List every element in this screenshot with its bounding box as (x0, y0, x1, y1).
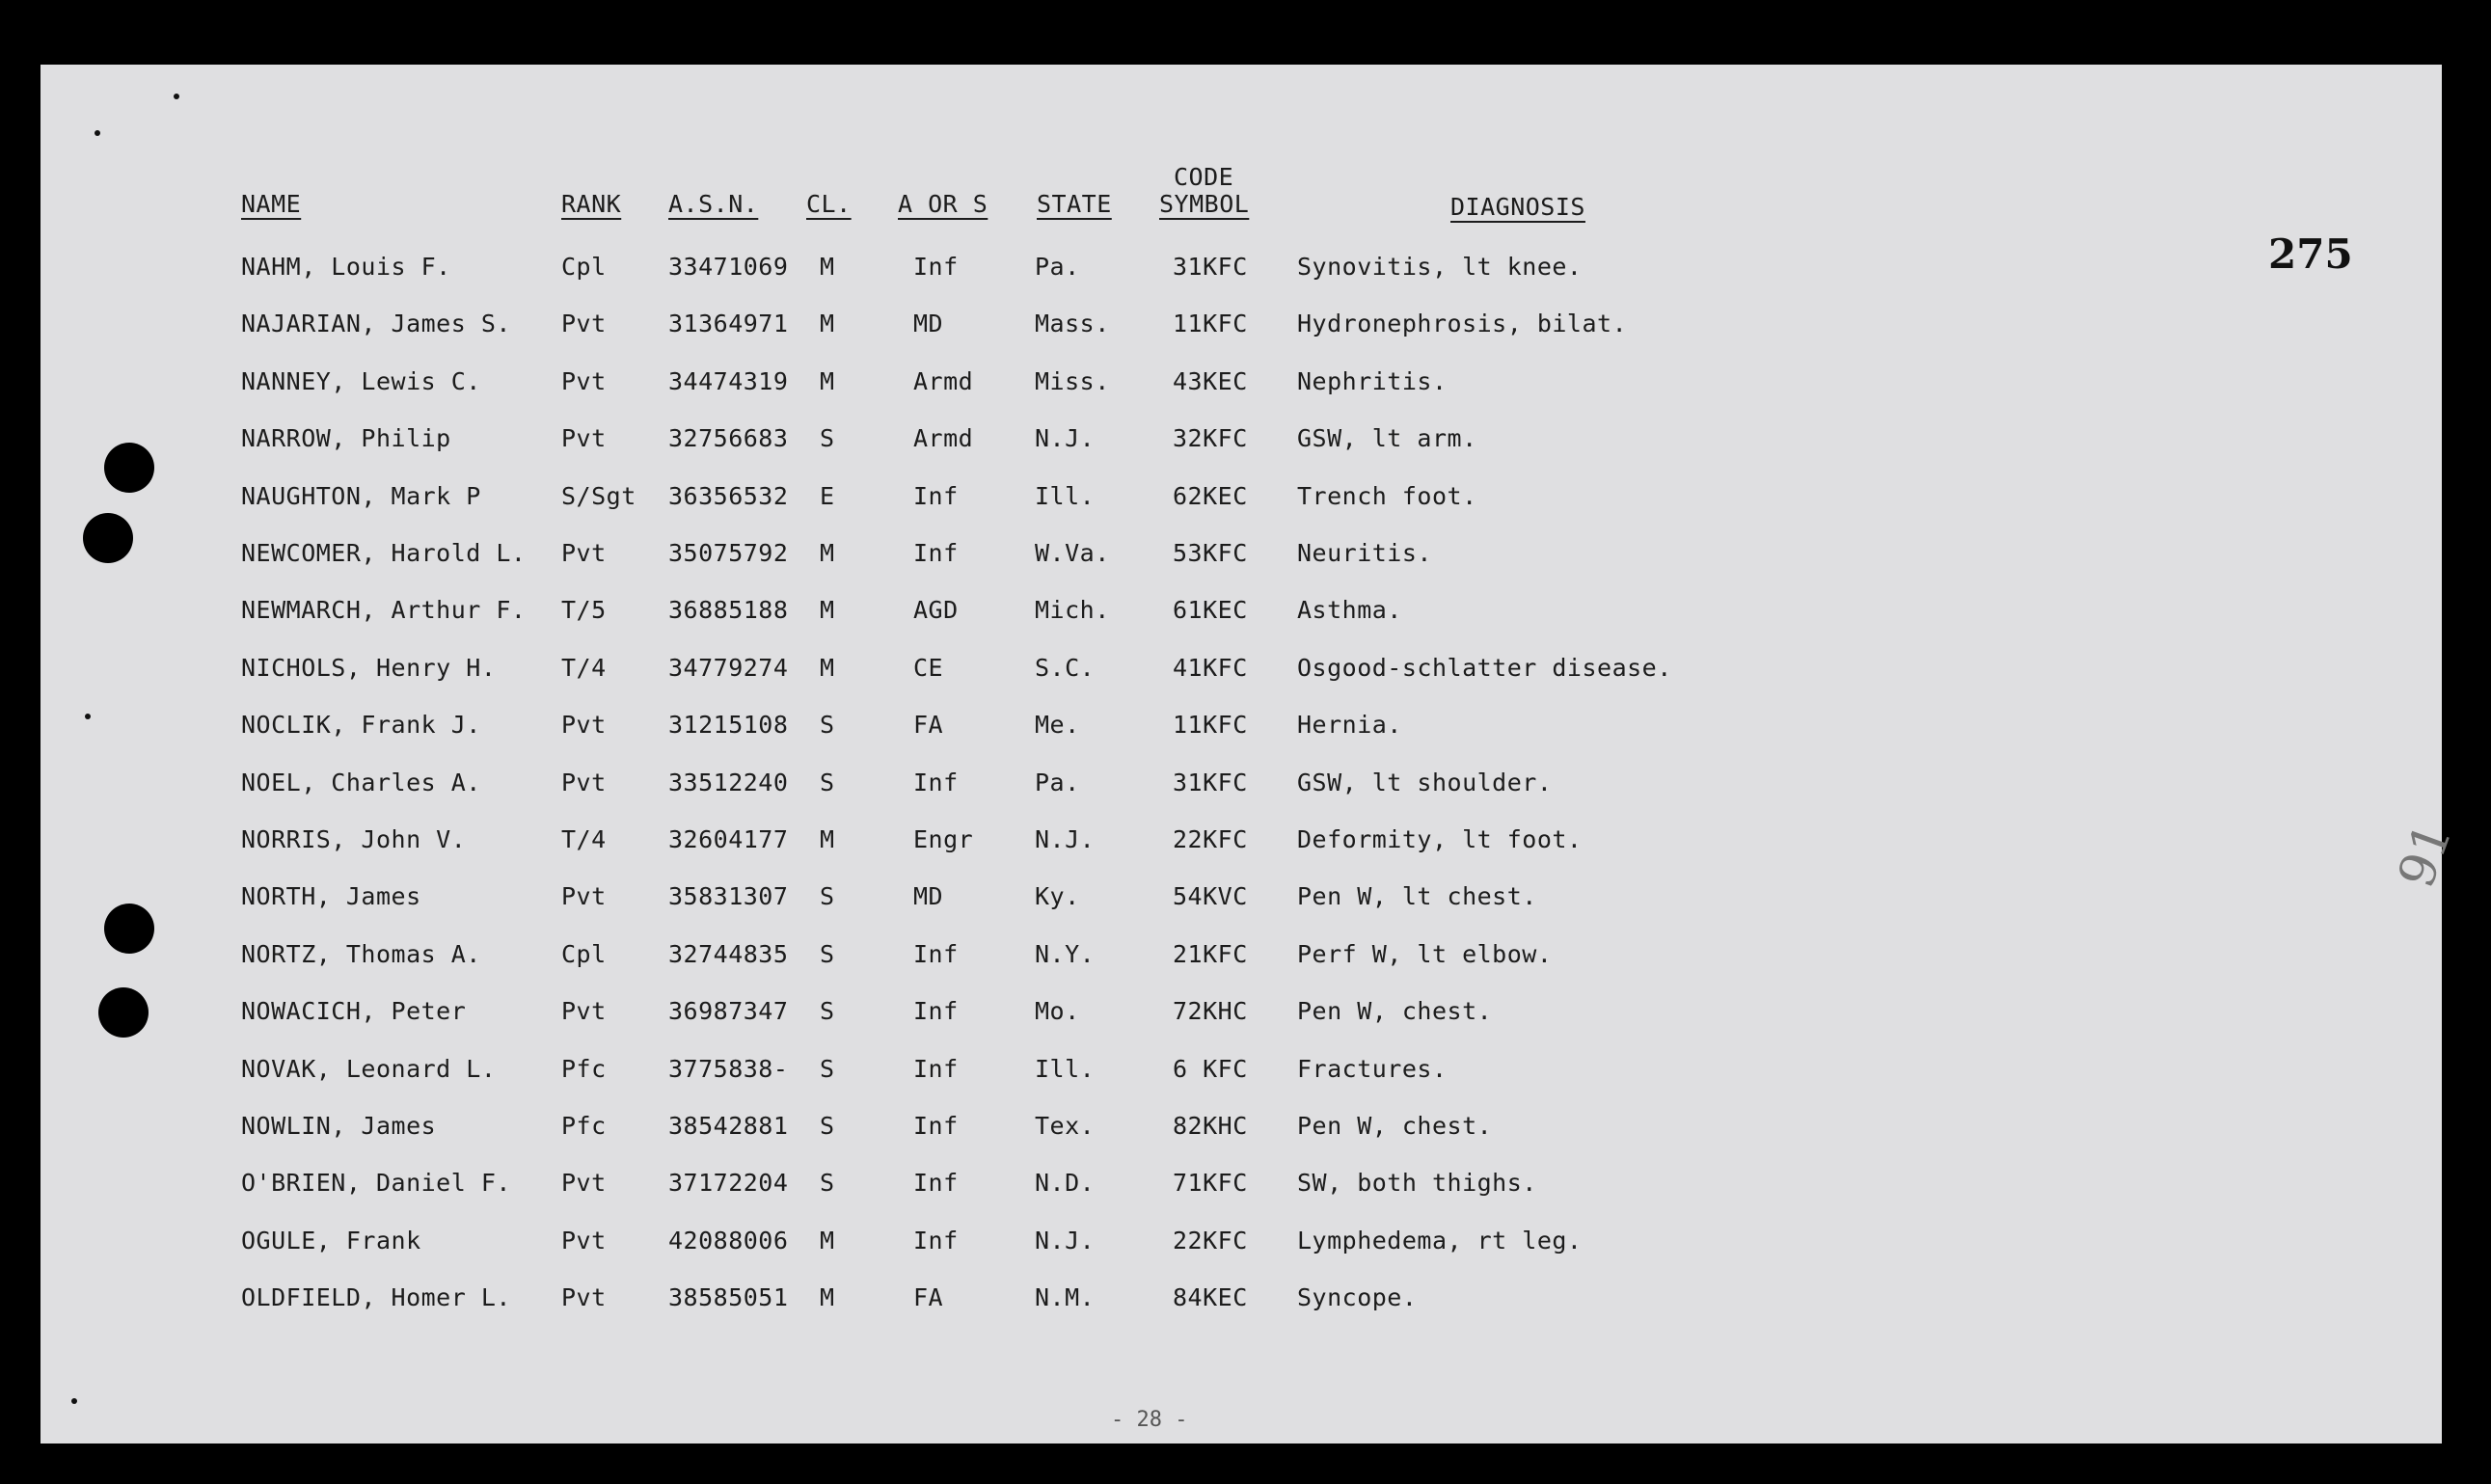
cell-code: 22KFC (1173, 1226, 1248, 1255)
cell-code: 22KFC (1173, 825, 1248, 853)
cell-name: NOVAK, Leonard L. (241, 1054, 497, 1083)
cell-aors: Inf (913, 1226, 959, 1255)
cell-aors: Inf (913, 253, 959, 281)
cell-cl: M (820, 366, 835, 395)
table-row (41, 1169, 2442, 1207)
cell-state: Mo. (1035, 997, 1080, 1026)
table-row (41, 424, 2442, 463)
cell-cl: M (820, 825, 835, 853)
cell-name: NICHOLS, Henry H. (241, 653, 497, 682)
cell-code: 54KVC (1173, 882, 1248, 911)
cell-state: Mass. (1035, 310, 1110, 338)
cell-aors: Engr (913, 825, 974, 853)
cell-asn: 31364971 (668, 310, 789, 338)
cell-name: NAUGHTON, Mark P (241, 481, 481, 510)
cell-code: 84KEC (1173, 1283, 1248, 1312)
cell-rank: Pvt (561, 310, 607, 338)
cell-rank: Pvt (561, 768, 607, 796)
cell-asn: 36885188 (668, 596, 789, 625)
cell-diagnosis: Hernia. (1297, 711, 1402, 740)
page-footer: - 28 - (1111, 1408, 1188, 1432)
cell-code: 71KFC (1173, 1169, 1248, 1198)
cell-cl: M (820, 1283, 835, 1312)
cell-rank: Pfc (561, 1112, 607, 1140)
cell-rank: Pvt (561, 539, 607, 567)
cell-diagnosis: Deformity, lt foot. (1297, 825, 1583, 853)
cell-code: 41KFC (1173, 653, 1248, 682)
cell-code: 11KFC (1173, 711, 1248, 740)
document-page (41, 65, 2464, 1444)
cell-asn: 33471069 (668, 253, 789, 281)
cell-state: W.Va. (1035, 539, 1110, 567)
cell-cl: M (820, 653, 835, 682)
cell-aors: MD (913, 310, 944, 338)
cell-asn: 31215108 (668, 711, 789, 740)
cell-asn: 38542881 (668, 1112, 789, 1140)
cell-state: N.J. (1035, 424, 1096, 453)
cell-name: O'BRIEN, Daniel F. (241, 1169, 511, 1198)
cell-aors: Inf (913, 997, 959, 1026)
table-row (41, 253, 2442, 291)
cell-aors: Armd (913, 366, 974, 395)
cell-diagnosis: Osgood-schlatter disease. (1297, 653, 1672, 682)
cell-asn: 37172204 (668, 1169, 789, 1198)
cell-state: N.J. (1035, 1226, 1096, 1255)
cell-state: Tex. (1035, 1112, 1096, 1140)
cell-code: 61KEC (1173, 596, 1248, 625)
cell-cl: M (820, 310, 835, 338)
cell-state: Mich. (1035, 596, 1110, 625)
speck (95, 130, 100, 136)
cell-cl: M (820, 596, 835, 625)
cell-name: NOEL, Charles A. (241, 768, 481, 796)
cell-state: Pa. (1035, 253, 1080, 281)
cell-aors: Inf (913, 481, 959, 510)
cell-name: NANNEY, Lewis C. (241, 366, 481, 395)
cell-aors: Inf (913, 539, 959, 567)
cell-name: NAJARIAN, James S. (241, 310, 511, 338)
cell-rank: Cpl (561, 253, 607, 281)
cell-name: OLDFIELD, Homer L. (241, 1283, 511, 1312)
cell-diagnosis: Lymphedema, rt leg. (1297, 1226, 1583, 1255)
cell-name: NAHM, Louis F. (241, 253, 451, 281)
cell-state: N.D. (1035, 1169, 1096, 1198)
cell-name: NOWACICH, Peter (241, 997, 467, 1026)
cell-name: NORRIS, John V. (241, 825, 467, 853)
cell-name: NORTH, James (241, 882, 421, 911)
cell-rank: Pvt (561, 1226, 607, 1255)
cell-asn: 38585051 (668, 1283, 789, 1312)
header-rank: RANK (561, 190, 622, 218)
cell-cl: S (820, 1169, 835, 1198)
cell-cl: S (820, 939, 835, 968)
cell-state: N.M. (1035, 1283, 1096, 1312)
header-name: NAME (241, 190, 302, 218)
cell-diagnosis: Perf W, lt elbow. (1297, 939, 1553, 968)
cell-name: NOWLIN, James (241, 1112, 437, 1140)
cell-diagnosis: Fractures. (1297, 1054, 1448, 1083)
table-row (41, 940, 2442, 979)
cell-cl: M (820, 253, 835, 281)
cell-state: Ky. (1035, 882, 1080, 911)
cell-code: 21KFC (1173, 939, 1248, 968)
table-row (41, 711, 2442, 749)
header-state: STATE (1037, 190, 1112, 218)
cell-cl: S (820, 1112, 835, 1140)
cell-rank: Pvt (561, 424, 607, 453)
cell-rank: Cpl (561, 939, 607, 968)
cell-code: 31KFC (1173, 768, 1248, 796)
cell-rank: Pvt (561, 997, 607, 1026)
header-symbol: SYMBOL (1159, 190, 1250, 218)
cell-code: 31KFC (1173, 253, 1248, 281)
cell-asn: 36987347 (668, 997, 789, 1026)
table-row (41, 882, 2442, 921)
table-row (41, 997, 2442, 1036)
header-cl: CL. (806, 190, 852, 218)
cell-rank: Pvt (561, 366, 607, 395)
cell-name: OGULE, Frank (241, 1226, 421, 1255)
margin-mark: 91 (2387, 815, 2464, 896)
cell-state: S.C. (1035, 653, 1096, 682)
cell-name: NOCLIK, Frank J. (241, 711, 481, 740)
cell-aors: Inf (913, 1054, 959, 1083)
cell-diagnosis: Synovitis, lt knee. (1297, 253, 1583, 281)
cell-diagnosis: Pen W, chest. (1297, 997, 1493, 1026)
cell-code: 62KEC (1173, 481, 1248, 510)
table-row (41, 825, 2442, 864)
speck (71, 1398, 77, 1404)
cell-state: Me. (1035, 711, 1080, 740)
cell-diagnosis: SW, both thighs. (1297, 1169, 1537, 1198)
cell-diagnosis: Neuritis. (1297, 539, 1432, 567)
cell-aors: AGD (913, 596, 959, 625)
cell-aors: FA (913, 711, 944, 740)
cell-diagnosis: GSW, lt arm. (1297, 424, 1477, 453)
cell-aors: FA (913, 1283, 944, 1312)
cell-state: Pa. (1035, 768, 1080, 796)
cell-aors: Inf (913, 1112, 959, 1140)
cell-diagnosis: Asthma. (1297, 596, 1402, 625)
speck (174, 94, 179, 99)
cell-asn: 35831307 (668, 882, 789, 911)
header-a-or-s: A OR S (898, 190, 988, 218)
table-row (41, 1112, 2442, 1150)
cell-diagnosis: Syncope. (1297, 1283, 1418, 1312)
cell-state: Miss. (1035, 366, 1110, 395)
cell-cl: M (820, 539, 835, 567)
cell-cl: S (820, 1054, 835, 1083)
cell-rank: Pfc (561, 1054, 607, 1083)
table-row (41, 1227, 2442, 1265)
cell-cl: E (820, 481, 835, 510)
cell-diagnosis: Pen W, lt chest. (1297, 882, 1537, 911)
cell-asn: 42088006 (668, 1226, 789, 1255)
header-asn: A.S.N. (668, 190, 759, 218)
cell-cl: S (820, 768, 835, 796)
cell-asn: 36356532 (668, 481, 789, 510)
cell-rank: T/4 (561, 653, 607, 682)
cell-name: NEWMARCH, Arthur F. (241, 596, 527, 625)
cell-diagnosis: Nephritis. (1297, 366, 1448, 395)
cell-asn: 32756683 (668, 424, 789, 453)
cell-rank: Pvt (561, 1283, 607, 1312)
cell-rank: Pvt (561, 882, 607, 911)
table-row (41, 482, 2442, 521)
cell-state: Ill. (1035, 481, 1096, 510)
cell-state: Ill. (1035, 1054, 1096, 1083)
cell-aors: Inf (913, 768, 959, 796)
cell-diagnosis: Hydronephrosis, bilat. (1297, 310, 1628, 338)
cell-cl: S (820, 882, 835, 911)
cell-code: 11KFC (1173, 310, 1248, 338)
cell-state: N.Y. (1035, 939, 1096, 968)
table-row (41, 1283, 2442, 1322)
cell-asn: 35075792 (668, 539, 789, 567)
cell-rank: Pvt (561, 1169, 607, 1198)
cell-rank: T/5 (561, 596, 607, 625)
cell-aors: Inf (913, 939, 959, 968)
cell-code: 53KFC (1173, 539, 1248, 567)
table-row (41, 367, 2442, 406)
cell-state: N.J. (1035, 825, 1096, 853)
cell-code: 82KHC (1173, 1112, 1248, 1140)
cell-aors: MD (913, 882, 944, 911)
cell-code: 6 KFC (1173, 1054, 1248, 1083)
cell-rank: T/4 (561, 825, 607, 853)
header-code: CODE (1174, 163, 1234, 191)
cell-aors: Armd (913, 424, 974, 453)
cell-name: NEWCOMER, Harold L. (241, 539, 527, 567)
cell-rank: S/Sgt (561, 481, 636, 510)
table-row (41, 596, 2442, 634)
table-row (41, 654, 2442, 692)
cell-asn: 32744835 (668, 939, 789, 968)
header-diagnosis: DIAGNOSIS (1450, 193, 1585, 221)
table-row (41, 769, 2442, 807)
cell-cl: M (820, 1226, 835, 1255)
page-number: 275 (2268, 230, 2353, 278)
cell-code: 43KEC (1173, 366, 1248, 395)
cell-diagnosis: Pen W, chest. (1297, 1112, 1493, 1140)
cell-asn: 3775838- (668, 1054, 789, 1083)
table-row (41, 1055, 2442, 1093)
cell-rank: Pvt (561, 711, 607, 740)
cell-name: NORTZ, Thomas A. (241, 939, 481, 968)
cell-diagnosis: Trench foot. (1297, 481, 1477, 510)
cell-diagnosis: GSW, lt shoulder. (1297, 768, 1553, 796)
cell-code: 32KFC (1173, 424, 1248, 453)
cell-aors: Inf (913, 1169, 959, 1198)
cell-cl: S (820, 711, 835, 740)
cell-asn: 34779274 (668, 653, 789, 682)
cell-asn: 32604177 (668, 825, 789, 853)
cell-code: 72KHC (1173, 997, 1248, 1026)
table-row (41, 539, 2442, 578)
table-row (41, 310, 2442, 348)
cell-name: NARROW, Philip (241, 424, 451, 453)
cell-aors: CE (913, 653, 944, 682)
cell-asn: 34474319 (668, 366, 789, 395)
cell-cl: S (820, 997, 835, 1026)
cell-cl: S (820, 424, 835, 453)
cell-asn: 33512240 (668, 768, 789, 796)
